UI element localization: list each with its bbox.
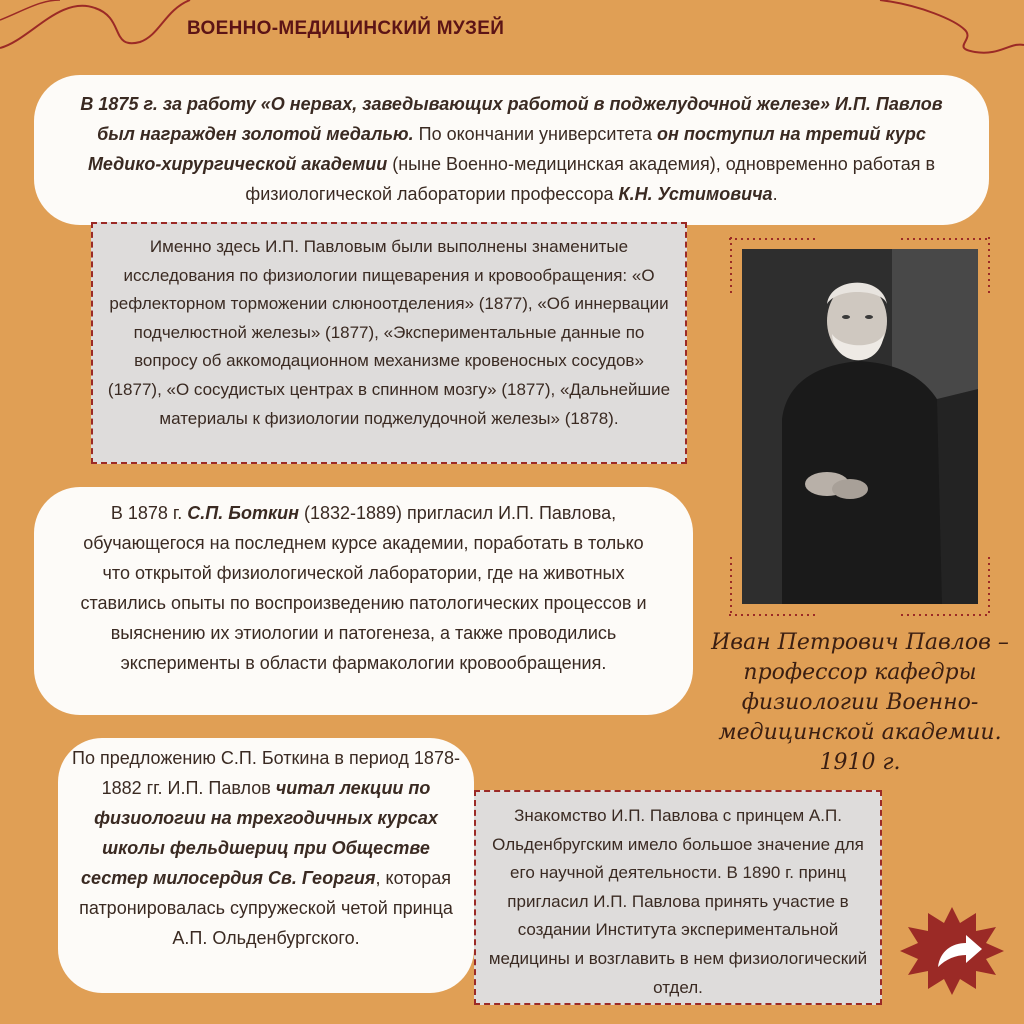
research-text-box — [91, 222, 687, 464]
period-text: . — [772, 184, 778, 204]
laboratory-text: (ныне Военно-медицинская академия), одновременно работая в физиологической лаборатории профессора — [245, 154, 936, 204]
professor-name: К.Н. Устимовича — [618, 184, 773, 204]
lectures-intro-text: По предложению С.П. Боткина в период 1878-1882 гг. И.П. Павлов — [72, 748, 460, 798]
botkin-text-box — [34, 487, 693, 715]
museum-title: ВОЕННО-МЕДИЦИНСКИЙ МУЗЕЙ — [187, 18, 505, 39]
oldenburg-patronage-text: , которая патронировалась супружеской четой принца А.П. Ольденбургского. — [79, 868, 453, 948]
arrow-right-icon[interactable] — [898, 905, 1006, 995]
botkin-year-text: В 1878 г. — [110, 503, 188, 523]
oldenburg-text: Знакомство И.П. Павлова с принцем А.П. Ольденбругским имело большое значение для его научной деятельности. В 1890 г. принц пригласил И.П. Павлова принять участие в создании Института экспериментальной медицины и возглавить в нем физиологический отдел. — [488, 806, 868, 997]
academy-admission-text: он поступил на третий курс Медико-хирургической академии — [87, 124, 926, 174]
university-text: По окончании университета — [413, 124, 657, 144]
botkin-name: С.П. Боткин — [187, 503, 299, 523]
lectures-text-box — [58, 738, 474, 993]
pavlov-portrait-photo — [742, 249, 978, 604]
botkin-invitation-text: (1832-1889) пригласил И.П. Павлова, обучающегося на последнем курсе академии, поработать в только что открытой физиологической лаборатории, где на животных ставились опыты по воспроизведению патологических процессов и выяснению их этиологии и патогенеза, а также проводились эксперименты в области фармакологии кровообращения. — [80, 503, 647, 673]
oldenburg-text-box — [474, 790, 882, 1005]
photo-caption: Иван Петрович Павлов – профессор кафедры физиологии Военно-медицинской академии. 1910 г. — [711, 630, 1009, 775]
lectures-highlight-text: читал лекции по физиологии на трехгодичных курсах школы фельдшериц при Обществе сестер милосердия Св. Георгия — [81, 778, 438, 888]
intro-text-box — [34, 75, 989, 225]
medal-award-text: В 1875 г. за работу «О нервах, заведывающих работой в поджелудочной железе» И.П. Павлов был награжден золотой медалью. — [80, 94, 943, 144]
research-text: Именно здесь И.П. Павловым были выполнены знаменитые исследования по физиологии пищеварения и кровообращения: «О рефлекторном торможении слюноотделения» (1877), «Об иннервации подчелюстной железы» (1877), «Экспериментальные данные по вопросу об аккомодационном механизме кровеносных сосудов» (1877), «О сосудистых центрах в спинном мозгу» (1877), «Дальнейшие материалы к физиологии поджелудочной железы» (1878). — [107, 237, 671, 428]
